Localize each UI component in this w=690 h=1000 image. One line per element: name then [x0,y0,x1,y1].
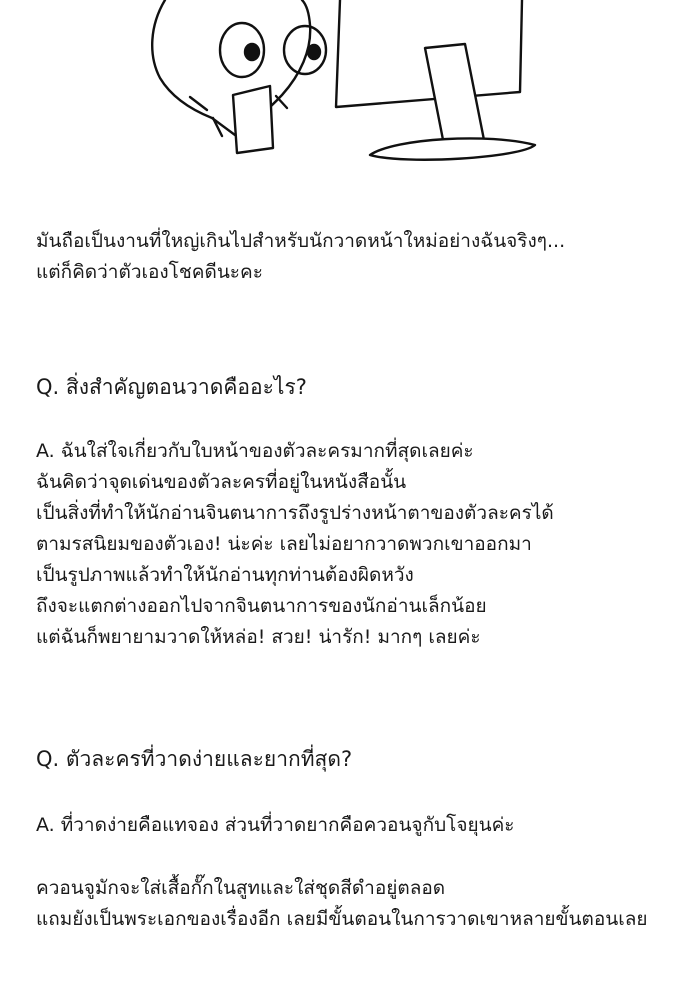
intro-paragraph [36,226,676,288]
answer-line: เป็นรูปภาพแล้วทำให้นักอ่านทุกท่านต้องผิดหวัง [36,564,414,586]
heart-body [152,0,310,135]
monitor-base [370,138,535,159]
answer-line: แถมยังเป็นพระเอกของเรื่องอีก เลยมีขั้นตอนในการวาดเขาหลายขั้นตอนเลย [36,908,648,930]
answer-line: ถึงจะแตกต่างออกไปจากจินตนาการของนักอ่านเล็กน้อย [36,595,487,617]
answer-line: ตามรสนิยมของตัวเอง! น่ะค่ะ เลยไม่อยากวาดพวกเขาออกมา [36,533,532,555]
intro-line: แต่ก็คิดว่าตัวเองโชคดีนะคะ [36,261,263,283]
answer-line: ควอนจูมักจะใส่เสื้อกั๊กในสูทและใส่ชุดสีดำอยู่ตลอด [36,877,446,899]
answer-paragraph [36,436,676,653]
answer-line: เป็นสิ่งที่ทำให้นักอ่านจินตนาการถึงรูปร่างหน้าตาของตัวละครได้ [36,502,554,524]
left-pupil [245,44,259,60]
monitor-stand [425,44,485,150]
answer-line: ฉันคิดว่าจุดเด่นของตัวละครที่อยู่ในหนังสือนั้น [36,471,407,493]
answer-line: แต่ฉันก็พยายามวาดให้หล่อ! สวย! น่ารัก! มากๆ เลยค่ะ [36,626,481,648]
question-heading: Q. ตัวละครที่วาดง่ายและยากที่สุด? [36,747,353,771]
phone [233,86,273,153]
intro-line: มันถือเป็นงานที่ใหญ่เกินไปสำหรับนักวาดหน้าใหม่อย่างฉันจริงๆ... [36,230,566,252]
answer-line: A. ฉันใส่ใจเกี่ยวกับใบหน้าของตัวละครมากที่สุดเลยค่ะ [36,440,474,462]
answer-paragraph [36,810,676,841]
answer-line: A. ที่วาดง่ายคือแทจอง ส่วนที่วาดยากคือควอนจูกับโจยุนค่ะ [36,814,515,836]
answer-paragraph [36,873,676,935]
question-heading: Q. สิ่งสำคัญตอนวาดคืออะไร? [36,375,307,399]
heart-character-at-monitor-illustration [0,0,690,170]
right-pupil [308,45,320,59]
